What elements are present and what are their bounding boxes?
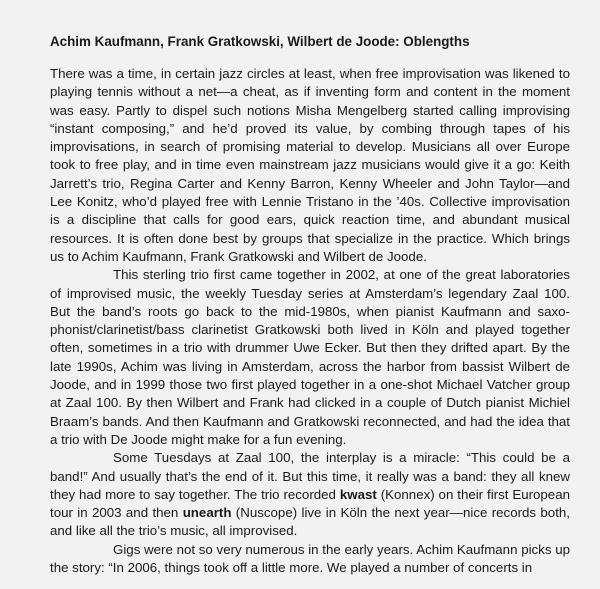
paragraph	[50, 541, 570, 578]
text-run: (Konnex) on their first European tour in 2003 and then	[50, 486, 570, 521]
paragraph	[50, 266, 570, 449]
page-title: Achim Kaufmann, Frank Gratkowski, Wilbert de Joode: Oblengths	[50, 34, 470, 49]
text-run: Some Tuesdays at Zaal 100, the interplay is a miracle: “This could be a band!” And usually that’s the end of it. But this time, it really was a band: they all knew they had more to say together. The trio recorded	[50, 450, 570, 502]
body-text	[50, 65, 570, 577]
paragraph	[50, 449, 570, 540]
text-run: Gigs were not so very numerous in the early years. Achim Kaufmann picks up the story: “In 2006, things took off a little more. We played a number of concerts in	[50, 541, 570, 576]
text-run: There was a time, in certain jazz circles at least, when free improvisation was likened to playing tennis without a net—a cheat, as if inventing form and content in the moment was easy. Partly to dispel such notions Misha Mengelberg started calling improvising “instant composing,” and he’d proved its value, by combing through tapes of his improvisations, in search of promising material to develop. Musicians all over Europe took to free play, and in time even mainstream jazz musicians would give it a go: Keith Jarrett’s trio, Regina Carter and Kenny Barron, Kenny Wheeler and John Taylor—and Lee Konitz, who’d played free with Lennie Tristano in the ’40s. Collective improvisation is a discipline that calls for good ears, quick reaction time, and abundant musical resources. It is often done best by groups that specialize in the practice. Which brings us to Achim Kaufmann, Frank Gratkowski and Wilbert de Joode.	[50, 66, 570, 264]
paragraph	[50, 65, 570, 266]
text-run: This sterling trio first came together in 2002, at one of the great laboratories of improvised music, the weekly Tuesday series at Amsterdam’s legendary Zaal 100. But the band’s roots go back to the mid-1980s, when pianist Kaufmann and saxo-phonist/clarinetist/bass clarinetist Gratkowski both lived in Köln and played together often, sometimes in a trio with drummer Uwe Ecker. But then they drifted apart. By the late 1990s, Achim was living in Amsterdam, across the harbor from bassist Wilbert de Joode, and in 1999 those two first played together in a one-shot Michael Vatcher group at Zaal 100. By then Wilbert and Frank had clicked in a couple of Dutch pianist Michiel Braam’s bands. And then Kaufmann and Gratkowski reconnected, and had the idea that a trio with De Joode might make for a fun evening.	[50, 267, 570, 447]
album-title: unearth	[182, 505, 232, 521]
album-title: kwast	[339, 486, 377, 502]
text-run: (Nuscope) live in Köln the next year—nice records both, and like all the trio’s music, all improvised.	[50, 505, 570, 539]
